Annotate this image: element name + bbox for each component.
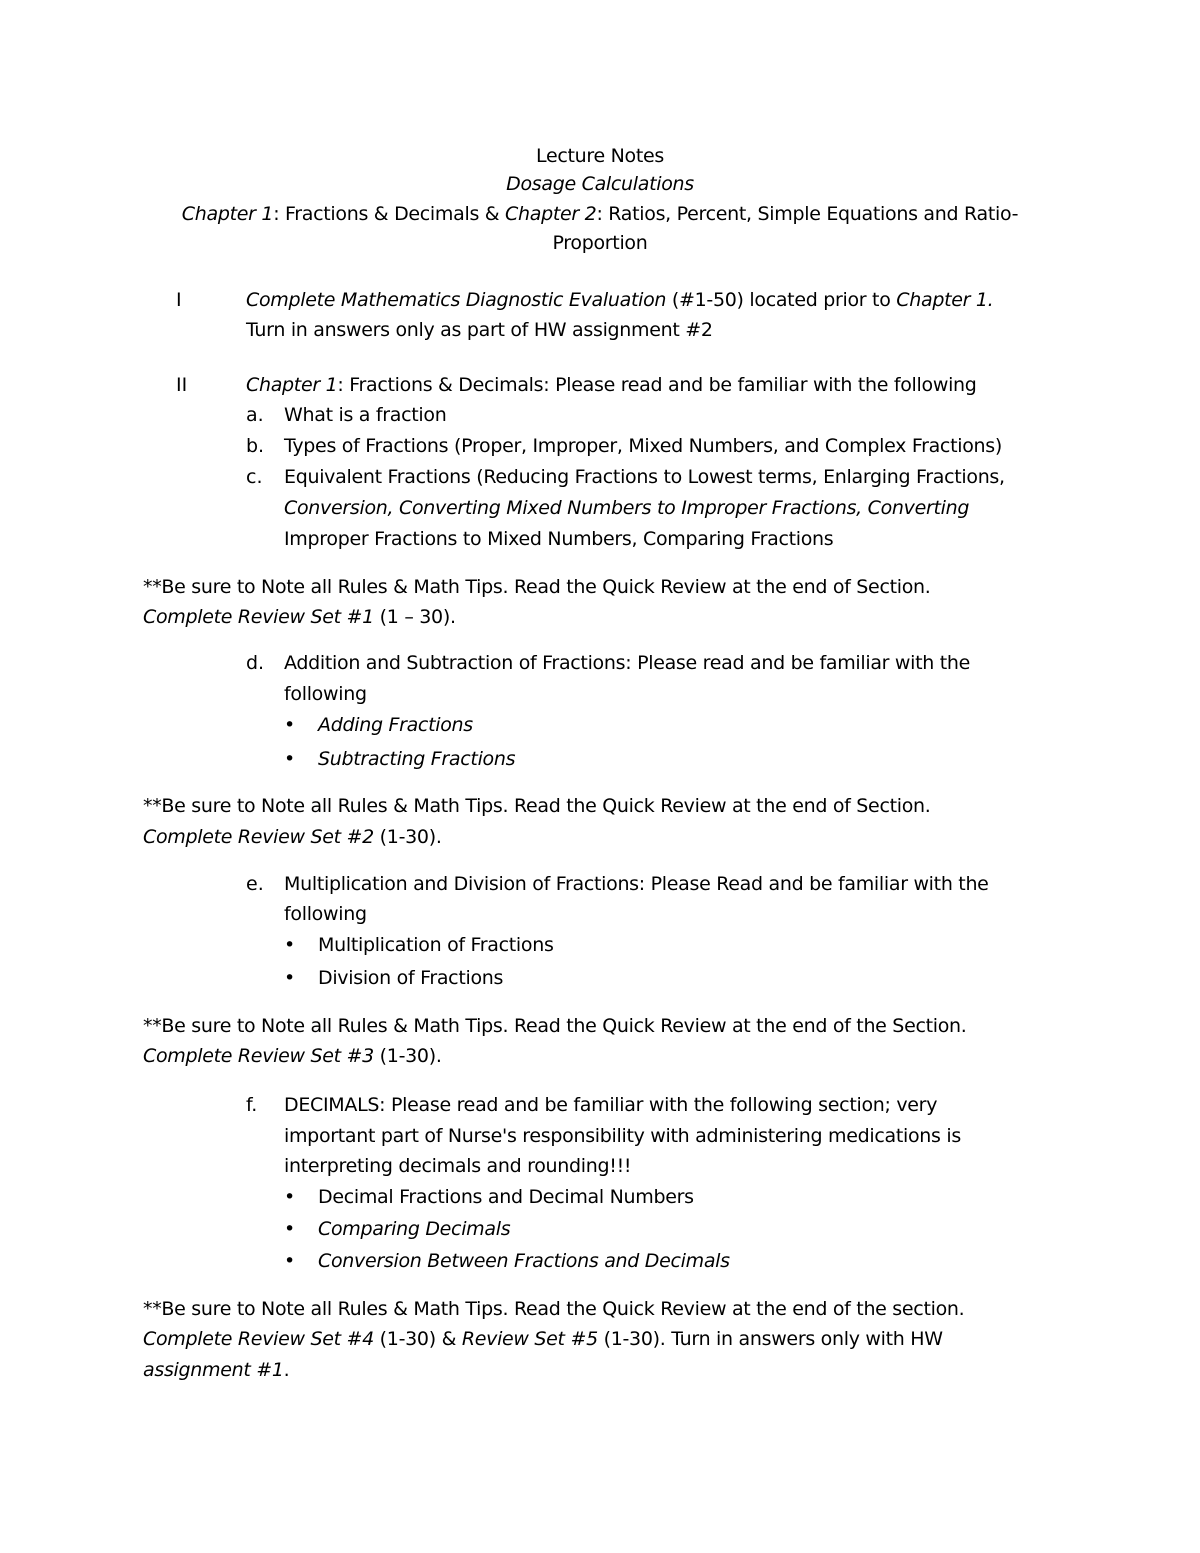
review-set-5-ref: Review Set #5 [461, 1328, 598, 1350]
bullet-glyph: • [284, 1186, 296, 1208]
item-d-line2: following [284, 683, 367, 705]
section-numeral-2: II [176, 374, 188, 396]
item-e-bullet-1: Multiplication of Fractions [318, 934, 554, 956]
item-d-line1: Addition and Subtraction of Fractions: Please read and be familiar with the [284, 652, 971, 674]
item-label-c: c. [246, 466, 263, 488]
note1-line2 [143, 606, 456, 628]
section1-line1 [246, 289, 993, 311]
note2-range: (1-30). [373, 826, 442, 848]
item-e-bullet-2: Division of Fractions [318, 967, 504, 989]
bullet-glyph: • [284, 714, 296, 736]
note4-line3 [143, 1359, 289, 1381]
chapter1-ref-2: Chapter 1. [896, 289, 994, 311]
note3-range: (1-30). [373, 1045, 442, 1067]
note2-line1: **Be sure to Note all Rules & Math Tips. Read the Quick Review at the end of Section. [143, 795, 931, 817]
note1-range: (1 – 30). [373, 606, 456, 628]
note4-range-1: (1-30) & [373, 1328, 462, 1350]
note4-range-2: (1-30). Turn in answers only with HW [597, 1328, 943, 1350]
bullet-glyph: • [284, 1250, 296, 1272]
item-f-line3: interpreting decimals and rounding!!! [284, 1155, 632, 1177]
item-d-bullet-1: Adding Fractions [318, 714, 473, 736]
chapter1-ref: Chapter 1 [181, 203, 274, 225]
review-set-1-ref: Complete Review Set #1 [143, 606, 374, 628]
item-f-bullet-3: Conversion Between Fractions and Decimals [318, 1250, 730, 1272]
item-label-e: e. [246, 873, 264, 895]
item-c-line1: Equivalent Fractions (Reducing Fractions to Lowest terms, Enlarging Fractions, [284, 466, 1005, 488]
section1-line2: Turn in answers only as part of HW assignment #2 [246, 319, 713, 341]
note4-line1: **Be sure to Note all Rules & Math Tips. Read the Quick Review at the end of the section. [143, 1298, 965, 1320]
item-b-text: Types of Fractions (Proper, Improper, Mixed Numbers, and Complex Fractions) [284, 435, 1002, 457]
review-set-3-ref: Complete Review Set #3 [143, 1045, 374, 1067]
chapters-heading-text-1: : Fractions & Decimals & [273, 203, 506, 225]
item-label-a: a. [246, 404, 264, 426]
item-a-text: What is a fraction [284, 404, 447, 426]
document-title: Lecture Notes [536, 145, 664, 167]
note4-period: . [283, 1359, 290, 1381]
item-f-line1: DECIMALS: Please read and be familiar with the following section; very [284, 1094, 938, 1116]
bullet-glyph: • [284, 934, 296, 956]
item-f-line2: important part of Nurse's responsibility with administering medications is [284, 1125, 961, 1147]
note3-line2 [143, 1045, 442, 1067]
item-c-line2: Conversion, Converting Mixed Numbers to Improper Fractions, Converting [284, 497, 970, 519]
note1-line1: **Be sure to Note all Rules & Math Tips. Read the Quick Review at the end of Section. [143, 576, 931, 598]
item-e-line1: Multiplication and Division of Fractions: Please Read and be familiar with the [284, 873, 989, 895]
item-c-line3: Improper Fractions to Mixed Numbers, Comparing Fractions [284, 528, 834, 550]
item-d-bullet-2: Subtracting Fractions [318, 748, 516, 770]
section2-header [246, 374, 977, 396]
diagnostic-evaluation-ref: Complete Mathematics Diagnostic Evaluation [246, 289, 667, 311]
hw-assignment-ref: assignment #1 [143, 1359, 284, 1381]
chapter1-ref-3: Chapter 1 [246, 374, 338, 396]
chapter2-ref: Chapter 2 [505, 203, 597, 225]
chapters-heading-line1 [0, 203, 1200, 225]
item-label-f: f. [246, 1094, 258, 1116]
document-subtitle: Dosage Calculations [506, 173, 694, 195]
item-f-bullet-2: Comparing Decimals [318, 1218, 511, 1240]
note3-line1: **Be sure to Note all Rules & Math Tips. Read the Quick Review at the end of the Section. [143, 1015, 967, 1037]
bullet-glyph: • [284, 967, 296, 989]
chapters-heading-line2: Proportion [552, 232, 648, 254]
review-set-2-ref: Complete Review Set #2 [143, 826, 374, 848]
section-numeral-1: I [176, 289, 182, 311]
item-e-line2: following [284, 903, 367, 925]
item-label-b: b. [246, 435, 265, 457]
item-label-d: d. [246, 652, 265, 674]
note2-line2 [143, 826, 442, 848]
bullet-glyph: • [284, 1218, 296, 1240]
review-set-4-ref: Complete Review Set #4 [143, 1328, 374, 1350]
section2-header-text: : Fractions & Decimals: Please read and be familiar with the following [337, 374, 977, 396]
item-f-bullet-1: Decimal Fractions and Decimal Numbers [318, 1186, 694, 1208]
note4-line2 [143, 1328, 943, 1350]
section1-text: (#1-50) located prior to [666, 289, 897, 311]
chapters-heading-text-2: : Ratios, Percent, Simple Equations and Ratio- [596, 203, 1019, 225]
bullet-glyph: • [284, 748, 296, 770]
